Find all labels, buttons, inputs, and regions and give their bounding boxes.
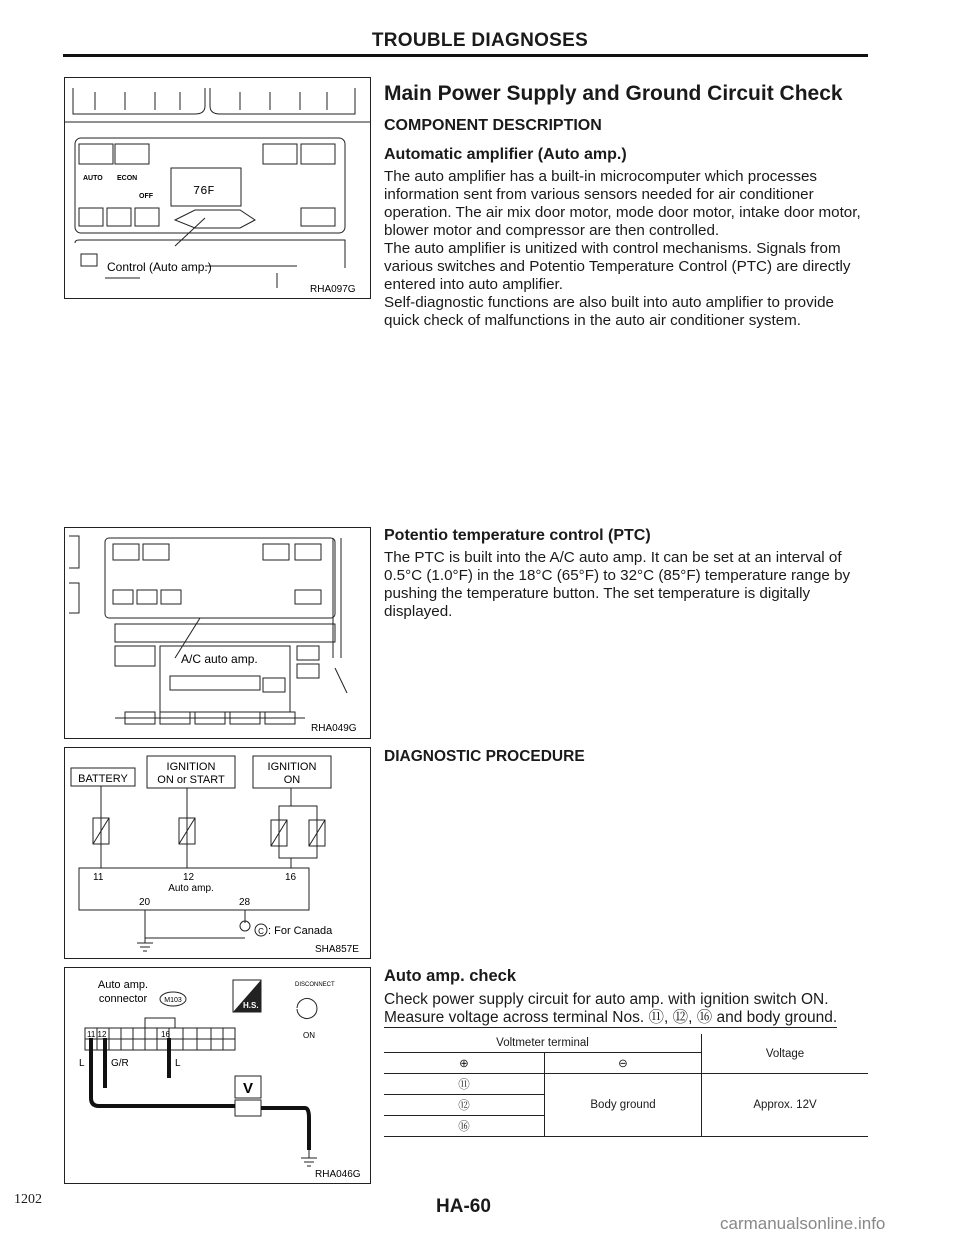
pins-11-12: 11 12 [87,1030,107,1039]
connector-id: M103 [164,997,182,1004]
pin-28: 28 [239,897,251,908]
ac-auto-amp-drawing [65,528,370,738]
header-minus: ⊖ [545,1053,702,1074]
header-voltmeter-terminal: Voltmeter terminal [384,1034,702,1053]
wire-l1: L [79,1058,85,1069]
pin-12: 12 [183,872,195,883]
auto-amp-box-label: Auto amp. [168,883,214,894]
battery-label: BATTERY [78,773,128,785]
check-paragraph-1: Check power supply circuit for auto amp. with ignition switch ON. [384,991,829,1008]
ptc-paragraph: The PTC is built into the A/C auto amp. It can be set at an interval of 0.5°C (1.0°F) in the 18°C (65°F) to 32°C (85°F) temperature range by pushing the temperature button. The set temperature is digitally displayed. [384,549,851,620]
ignition1-label-line2: ON or START [157,774,225,786]
figure-wiring-diagram [64,747,371,959]
figure-code-4: RHA046G [315,1169,361,1180]
canada-note: : For Canada [268,925,333,937]
auto-amp-heading: Automatic amplifier (Auto amp.) [384,146,627,163]
terminal-16: ⑯ [384,1116,545,1137]
terminal-11: ⑪ [384,1074,545,1095]
voltmeter-icon: V [242,1080,254,1097]
wire-l2: L [175,1058,181,1069]
canada-mark: C [258,927,264,936]
temp-display: 76F [193,184,215,198]
section-title: Main Power Supply and Ground Circuit Check [384,82,843,105]
auto-amp-paragraph-3: Self-diagnostic functions are also built into auto amplifier to provide quick check of malfunctions in the auto air conditioner system. [384,294,834,329]
page-code: HA-60 [436,1196,491,1217]
table-row [384,1074,868,1095]
auto-amp-description [384,168,869,330]
diagnostic-procedure-heading: DIAGNOSTIC PROCEDURE [384,748,585,765]
off-label: OFF [139,193,153,200]
component-description-heading: COMPONENT DESCRIPTION [384,117,602,134]
control-panel-drawing [65,78,370,298]
body-ground-cell: Body ground [545,1074,702,1137]
ignition2-label-line1: IGNITION [267,761,317,773]
hs-mark: H.S. [243,1001,259,1010]
wiring-diagram [65,748,370,958]
auto-amp-paragraph-2: The auto amplifier is unitized with control mechanisms. Signals from various switches and Potentio Temperature Control (PTC) are directly entered into auto amplifier. [384,240,851,293]
auto-amp-check-heading: Auto amp. check [384,967,517,985]
auto-amp-paragraph-1: The auto amplifier has a built-in microcomputer which processes information sent from various sensors needed for air conditioner operation. The air mix door motor, mode door motor, intake door motor, blower motor and compressor are then controlled. [384,168,861,239]
page-number-left: 1202 [14,1192,42,1207]
figure-code-2: RHA049G [311,723,357,734]
voltage-check-drawing [65,968,370,1183]
pin-16: 16 [285,872,297,883]
on-mark: ON [303,1031,315,1040]
auto-label: AUTO [83,175,103,182]
connector-label-line1: Auto amp. [97,979,149,991]
figure-ac-auto-amp [64,527,371,739]
ignition2-label-line2: ON [283,774,301,786]
figure-code-3: SHA857E [315,944,359,955]
auto-amp-check-text [384,991,874,1028]
watermark: carmanualsonline.info [720,1214,886,1233]
pin-16-label: 16 [161,1030,170,1039]
ptc-heading: Potentio temperature control (PTC) [384,527,651,544]
figure-control-panel [64,77,371,299]
header-rule [63,54,868,57]
ignition1-label-line1: IGNITION [166,761,216,773]
connector-label-line2: connector [98,993,148,1005]
header-voltage: Voltage [702,1034,869,1074]
pin-20: 20 [139,897,151,908]
figure-code-1: RHA097G [310,284,356,295]
page-header-title: TROUBLE DIAGNOSES [371,30,589,51]
ac-auto-amp-label: A/C auto amp. [181,652,258,666]
check-paragraph-2: Measure voltage across terminal Nos. ⑪, ⑫, ⑯ and body ground. [384,1009,838,1026]
table-header-row [384,1034,868,1053]
pin-11: 11 [93,872,104,883]
figure-voltage-check [64,967,371,1184]
voltage-table [384,1034,868,1137]
terminal-12: ⑫ [384,1095,545,1116]
control-label: Control (Auto amp.) [107,260,212,274]
header-plus: ⊕ [384,1053,545,1074]
voltage-value-cell: Approx. 12V [702,1074,869,1137]
wire-gr: G/R [111,1058,129,1069]
disconnect-label: DISCONNECT [295,982,335,988]
econ-label: ECON [117,175,138,182]
